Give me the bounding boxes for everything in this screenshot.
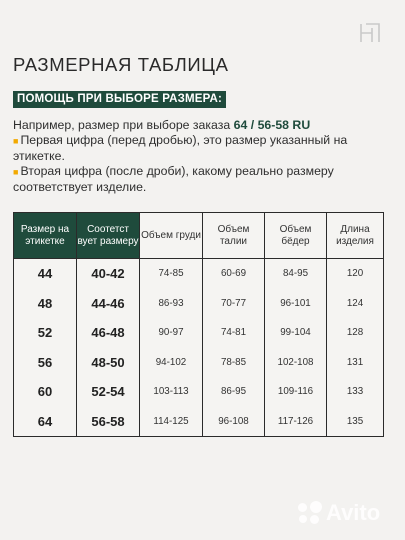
table-cell: 60 [14,377,77,407]
header-hips: Объем бёдер [265,213,327,259]
bullet-square-icon: ■ [13,136,19,146]
table-cell: 40-42 [77,259,140,289]
header-label-size: Размер на этикетке [14,213,77,259]
table-row [14,259,384,289]
table-cell: 90-97 [140,318,203,348]
table-cell: 109-116 [265,377,327,407]
table-row [14,289,384,319]
table-cell: 46-48 [77,318,140,348]
table-cell: 131 [327,348,384,378]
table-row [14,348,384,378]
table-cell: 86-95 [203,377,265,407]
table-row [14,377,384,407]
table-cell: 64 [14,407,77,437]
bullet-second-text: Вторая цифра (после дроби), какому реально размеру соответствует изделие. [13,164,334,194]
table-cell: 48 [14,289,77,319]
table-cell: 128 [327,318,384,348]
table-cell: 99-104 [265,318,327,348]
table-cell: 135 [327,407,384,437]
table-cell: 96-101 [265,289,327,319]
table-cell: 56 [14,348,77,378]
size-table [13,212,384,437]
table-cell: 96-108 [203,407,265,437]
table-cell: 56-58 [77,407,140,437]
table-row [14,407,384,437]
table-header-row [14,213,384,259]
table-row [14,318,384,348]
header-chest: Объем груди [140,213,203,259]
intro-text [13,118,398,195]
table-cell: 133 [327,377,384,407]
table-cell: 52-54 [77,377,140,407]
table-cell: 117-126 [265,407,327,437]
header-actual-size: Соотетст вует размеру [77,213,140,259]
header-waist: Объем талии [203,213,265,259]
table-cell: 48-50 [77,348,140,378]
avito-watermark [298,498,380,528]
help-banner: ПОМОЩЬ ПРИ ВЫБОРЕ РАЗМЕРА: [13,91,226,108]
table-cell: 114-125 [140,407,203,437]
table-cell: 74-81 [203,318,265,348]
table-cell: 52 [14,318,77,348]
watermark-text: Avito [326,500,381,525]
table-cell: 70-77 [203,289,265,319]
bullet-second [13,164,398,195]
example-prefix: Например, размер при выборе заказа [13,118,234,132]
table-cell: 103-113 [140,377,203,407]
page-title: РАЗМЕРНАЯ ТАБЛИЦА [13,54,229,75]
table-cell: 60-69 [203,259,265,289]
table-cell: 124 [327,289,384,319]
avito-dots-icon [298,501,322,525]
table-cell: 78-85 [203,348,265,378]
table-cell: 44-46 [77,289,140,319]
table-cell: 84-95 [265,259,327,289]
table-cell: 74-85 [140,259,203,289]
brand-logo-icon [359,22,381,44]
table-cell: 120 [327,259,384,289]
table-cell: 44 [14,259,77,289]
example-line [13,118,398,133]
table-cell: 102-108 [265,348,327,378]
header-length: Длина изделия [327,213,384,259]
bullet-first-text: Первая цифра (перед дробью), это размер указанный на этикетке. [13,133,348,163]
bullet-square-icon: ■ [13,167,19,177]
table-cell: 86-93 [140,289,203,319]
bullet-first [13,133,398,164]
table-cell: 94-102 [140,348,203,378]
example-size: 64 / 56-58 RU [233,118,311,132]
